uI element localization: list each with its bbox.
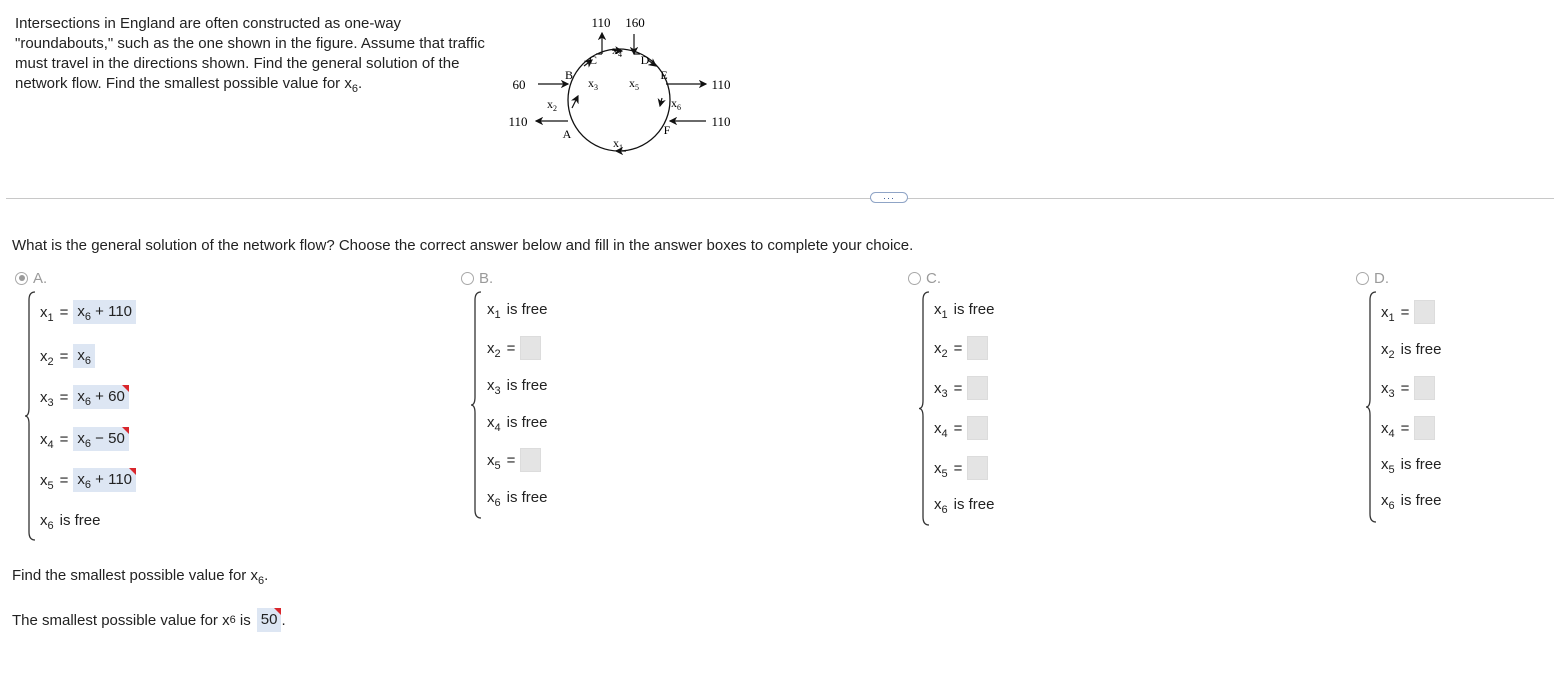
flow-right-in: 110 — [711, 114, 731, 129]
question-var: $x_6$ — [344, 75, 358, 95]
option-c-radio[interactable] — [908, 272, 921, 285]
node-d: D — [640, 53, 650, 67]
variable-label: $x_6$ — [934, 495, 948, 516]
equals-sign: = — [59, 471, 69, 489]
variable-label: $x_1$ — [40, 303, 54, 324]
equals-sign: = — [953, 459, 963, 477]
option-b-row-x5 — [487, 448, 541, 472]
answer-input[interactable]: $x_6 + 110$ — [73, 468, 136, 492]
equals-sign: = — [953, 379, 963, 397]
variable-label: $x_1$ — [487, 300, 501, 321]
answer-input-blank[interactable] — [967, 376, 988, 400]
option-d-row-x3 — [1381, 376, 1435, 400]
option-d-row-x5 — [1381, 452, 1441, 476]
smallest-answer-box[interactable]: 50 — [257, 608, 282, 632]
variable-label: $x_5$ — [1381, 455, 1395, 476]
variable-label: $x_3$ — [487, 376, 501, 397]
option-a-header[interactable] — [15, 268, 47, 288]
node-a: A — [562, 127, 572, 141]
option-d-row-x4 — [1381, 416, 1435, 440]
free-label: is free — [953, 300, 995, 318]
variable-label: $x_4$ — [934, 419, 948, 440]
option-a-row-x2 — [40, 344, 95, 368]
answer-input[interactable]: $x_6 - 50$ — [73, 427, 128, 451]
free-label: is free — [1400, 455, 1442, 473]
section-divider — [6, 198, 1554, 199]
question-text: Intersections in England are often constructed as one-way "roundabouts," such as the one shown in the figure. Assume that traffic must travel in the directions shown. Find the general solution of the network flow. Find the smallest possible value for $x_6$. — [15, 15, 485, 95]
option-d-label: D. — [1374, 269, 1389, 287]
answer-input-blank[interactable] — [1414, 300, 1435, 324]
option-b-radio[interactable] — [461, 272, 474, 285]
option-c-row-x4 — [934, 416, 988, 440]
free-label: is free — [1400, 340, 1442, 358]
roundabout-figure — [500, 8, 750, 158]
edge-x6: $x_6$ — [671, 96, 681, 112]
variable-label: $x_1$ — [1381, 303, 1395, 324]
variable-label: $x_5$ — [40, 471, 54, 492]
flow-left-out: 110 — [508, 114, 528, 129]
answer-input[interactable]: $x_6 + 60$ — [73, 385, 128, 409]
option-a-radio[interactable] — [15, 272, 28, 285]
option-a-row-x4 — [40, 427, 129, 451]
equals-sign: = — [506, 451, 516, 469]
flow-left-in: 60 — [512, 77, 526, 92]
variable-label: $x_6$ — [1381, 491, 1395, 512]
edge-x5: $x_5$ — [629, 76, 639, 92]
variable-label: $x_3$ — [1381, 379, 1395, 400]
answer-input-blank[interactable] — [1414, 376, 1435, 400]
option-b-row-x1 — [487, 297, 547, 321]
answer-input-blank[interactable] — [520, 336, 541, 360]
variable-label: $x_3$ — [40, 388, 54, 409]
smallest-value-line: The smallest possible value for x 6 is 50 . — [12, 608, 286, 632]
node-e: E — [660, 68, 668, 82]
equals-sign: = — [953, 339, 963, 357]
variable-label: $x_3$ — [934, 379, 948, 400]
edge-x2: $x_2$ — [547, 97, 557, 113]
answer-input-blank[interactable] — [967, 336, 988, 360]
variable-label: $x_5$ — [934, 459, 948, 480]
answer-input-blank[interactable] — [967, 456, 988, 480]
option-a-row-x1 — [40, 300, 136, 324]
option-c-row-x5 — [934, 456, 988, 480]
option-b-label: B. — [479, 269, 494, 287]
variable-label: $x_2$ — [487, 339, 501, 360]
free-label: is free — [506, 413, 548, 431]
question-body: Intersections in England are often constructed as one-way "roundabouts," such as the one shown in the figure. Assume that traffic must travel in the directions shown. Find the general solution of the network flow. Find the smallest possible value for — [15, 15, 485, 92]
free-label: is free — [506, 376, 548, 394]
variable-label: $x_2$ — [40, 347, 54, 368]
equals-sign: = — [506, 339, 516, 357]
find-smallest-prompt: Find the smallest possible value for $x_6$. — [12, 567, 269, 587]
flow-right-out: 110 — [711, 77, 731, 92]
option-c-label: C. — [926, 269, 941, 287]
option-c-brace — [920, 292, 932, 525]
option-d-radio[interactable] — [1356, 272, 1369, 285]
free-label: is free — [1400, 491, 1442, 509]
variable-label: $x_5$ — [487, 451, 501, 472]
variable-label: $x_4$ — [487, 413, 501, 434]
option-c-row-x6 — [934, 492, 994, 516]
equals-sign: = — [953, 419, 963, 437]
equals-sign: = — [59, 347, 69, 365]
option-c-header[interactable] — [908, 268, 941, 288]
equals-sign: = — [1400, 419, 1410, 437]
option-a-row-x3 — [40, 385, 129, 409]
flow-top-left: 110 — [591, 15, 611, 30]
option-d-row-x1 — [1381, 300, 1435, 324]
more-button[interactable]: ··· — [870, 192, 908, 203]
option-c-row-x3 — [934, 376, 988, 400]
edge-x1: $x_1$ — [613, 136, 623, 152]
option-b-row-x6 — [487, 485, 547, 509]
equals-sign: = — [1400, 303, 1410, 321]
option-a-row-x5 — [40, 468, 136, 492]
variable-label: $x_6$ — [40, 511, 54, 532]
answer-input-blank[interactable] — [967, 416, 988, 440]
option-a-label: A. — [33, 269, 48, 287]
option-c-row-x1 — [934, 297, 994, 321]
option-b-row-x4 — [487, 410, 547, 434]
option-a-brace — [26, 292, 38, 540]
free-label: is free — [506, 488, 548, 506]
answer-input[interactable]: $x_6$ — [73, 344, 95, 368]
option-d-row-x6 — [1381, 488, 1441, 512]
node-f: F — [663, 123, 671, 137]
option-b-brace — [472, 292, 484, 518]
equals-sign: = — [59, 430, 69, 448]
free-label: is free — [59, 511, 101, 529]
option-b-row-x2 — [487, 336, 541, 360]
answer-prompt: What is the general solution of the network flow? Choose the correct answer below and fill in the answer boxes to complete your choice. — [12, 237, 914, 254]
variable-label: $x_4$ — [40, 430, 54, 451]
equals-sign: = — [59, 388, 69, 406]
node-c: C — [588, 53, 598, 67]
answer-input-blank[interactable] — [520, 448, 541, 472]
flow-top-right: 160 — [625, 15, 645, 30]
answer-input-blank[interactable] — [1414, 416, 1435, 440]
variable-label: $x_6$ — [487, 488, 501, 509]
option-d-header[interactable] — [1356, 268, 1389, 288]
equals-sign: = — [59, 303, 69, 321]
option-d-brace — [1367, 292, 1379, 522]
option-c-row-x2 — [934, 336, 988, 360]
variable-label: $x_2$ — [934, 339, 948, 360]
answer-input[interactable]: $x_6 + 110$ — [73, 300, 136, 324]
variable-label: $x_4$ — [1381, 419, 1395, 440]
free-label: is free — [953, 495, 995, 513]
variable-label: $x_1$ — [934, 300, 948, 321]
variable-label: $x_2$ — [1381, 340, 1395, 361]
option-b-row-x3 — [487, 373, 547, 397]
option-d-row-x2 — [1381, 337, 1441, 361]
equals-sign: = — [1400, 379, 1410, 397]
option-a-row-x6 — [40, 508, 100, 532]
node-b: B — [564, 68, 574, 82]
edge-x4: $x_4$ — [612, 43, 622, 59]
edge-x3: $x_3$ — [588, 76, 598, 92]
free-label: is free — [506, 300, 548, 318]
option-b-header[interactable] — [461, 268, 493, 288]
